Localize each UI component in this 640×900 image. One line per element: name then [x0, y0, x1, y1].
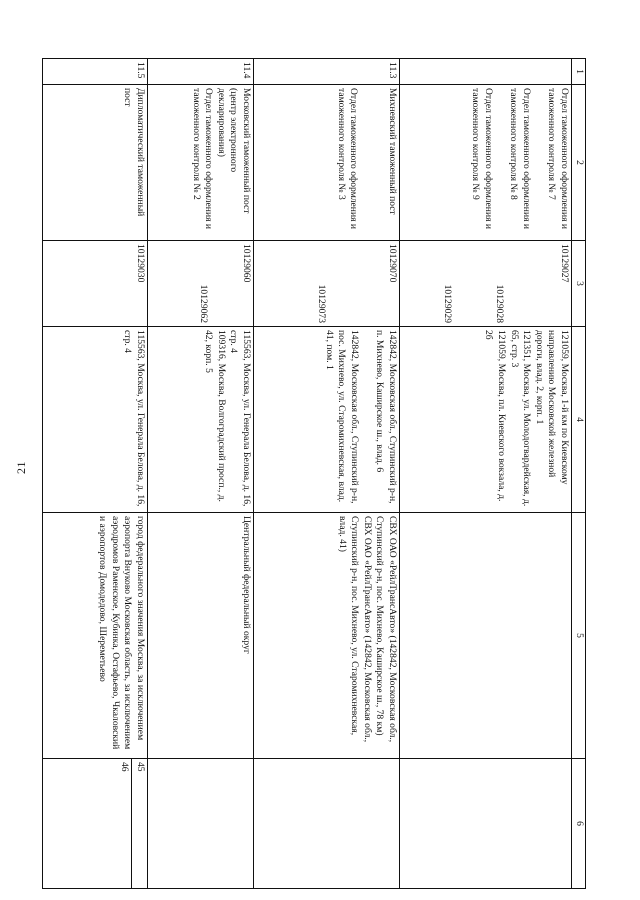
address: 142842, Московская обл., Ступинский р-н, п. Михнево, Каширское ш., влад. 6 — [374, 330, 398, 504]
page-number: 21 — [14, 461, 28, 474]
header-cell: 5 — [572, 513, 586, 759]
post-name: Отдел таможенного оформления и таможенного контроля № 7 — [546, 88, 570, 230]
warehouse: СВХ ОАО «РейлТрансАвто» (142842, Московская обл., Ступинский р-н, пос. Михнево, ул. Старомихневская, влад. 41) — [336, 516, 373, 743]
header-cell: 1 — [572, 59, 586, 85]
col6-cell — [254, 759, 400, 889]
post-code-cell — [400, 241, 572, 327]
header-row — [572, 59, 586, 889]
post-name-cell — [148, 85, 254, 241]
rotated-table-container — [42, 58, 586, 888]
post-code-cell — [148, 241, 254, 327]
post-code: 10129029 — [441, 284, 453, 323]
post-name: Михневский таможенный пост — [387, 88, 398, 215]
post-code: 10129028 — [494, 284, 506, 323]
table-row — [43, 59, 148, 889]
post-code-cell — [254, 241, 400, 327]
row-number: 11.5 — [43, 59, 148, 85]
post-code: 10129030 — [135, 244, 146, 283]
header-cell: 6 — [572, 759, 586, 889]
customs-posts-table — [42, 58, 586, 889]
post-code-cell — [43, 241, 148, 327]
table-row — [400, 59, 572, 889]
table-row — [254, 59, 400, 889]
col6-cell — [148, 759, 254, 889]
region-cell — [400, 513, 572, 759]
row-number: 11.3 — [254, 59, 400, 85]
row-number — [400, 59, 572, 85]
region-cell — [43, 513, 148, 759]
post-name: Отдел таможенного оформления и таможенного контроля № 8 — [508, 88, 532, 230]
address: 121059, Москва, 1-й км по Киевскому направлению Московской железной дороги, влад. 2, корп. 1 — [533, 330, 570, 485]
col6-value: 46 — [119, 762, 131, 772]
post-name-cell — [400, 85, 572, 241]
post-code: 10129027 — [559, 244, 570, 283]
post-name: Отдел таможенного оформления и таможенного контроля № 2 — [190, 88, 215, 230]
address: 142842, Московская обл., Ступинский р-н, пос. Михнево, ул. Старомихневская, влад. 41, пом. 1 — [323, 330, 360, 504]
col6-cell — [43, 759, 148, 889]
address: 115563, Москва, ул. Генерала Белова, д. 16, стр. 4 — [228, 330, 252, 507]
address: 115563, Москва, ул. Генерала Белова, д. 16, стр. 4 — [122, 330, 146, 507]
address-cell — [400, 327, 572, 513]
post-name: Московский таможенный пост (центр электронного декларирования) — [215, 88, 252, 214]
post-code: 10129060 — [241, 244, 252, 283]
address-cell — [148, 327, 254, 513]
region-cell — [254, 513, 400, 759]
table-row — [148, 59, 254, 889]
address: 121059, Москва, пл. Киевского вокзала, д. 2б — [483, 330, 508, 502]
header-cell: 2 — [572, 85, 586, 241]
post-name: Дипломатический таможенный пост — [122, 88, 146, 217]
post-code: 10129070 — [387, 244, 398, 283]
region: Центральный федеральный округ — [241, 516, 252, 654]
post-name: Отдел таможенного оформления и таможенного контроля № 9 — [470, 88, 494, 230]
post-name-cell — [254, 85, 400, 241]
address: 121351, Москва, ул. Молодогвардейская, д. 65, стр. 3 — [508, 330, 533, 507]
header-cell: 4 — [572, 327, 586, 513]
warehouse: СВХ ОАО «РейлТрансАвто» (142842, Московская обл., Ступинский р-н, пос. Михнево, Каширское ш., 78 км) — [374, 516, 398, 743]
post-code: 10129073 — [316, 284, 328, 323]
post-code: 10129062 — [198, 284, 210, 323]
header-cell: 3 — [572, 241, 586, 327]
post-name: Отдел таможенного оформления и таможенного контроля № 3 — [335, 88, 360, 230]
address-cell — [254, 327, 400, 513]
col6-value: 45 — [131, 759, 147, 888]
region-cell — [148, 513, 254, 759]
region: город федерального значения Москва, за исключением аэропорта Внуково Московская область, за исключением аэродромов Раменское, Кубинка, Остафьево, Чкаловский и аэропортов Домодедово, Шереметьево — [97, 516, 146, 750]
address-cell — [43, 327, 148, 513]
col6-cell — [400, 759, 572, 889]
row-number: 11.4 — [148, 59, 254, 85]
address: 109316, Москва, Волгоградский просп., д. 42, корп. 5 — [203, 330, 227, 502]
post-name-cell — [43, 85, 148, 241]
